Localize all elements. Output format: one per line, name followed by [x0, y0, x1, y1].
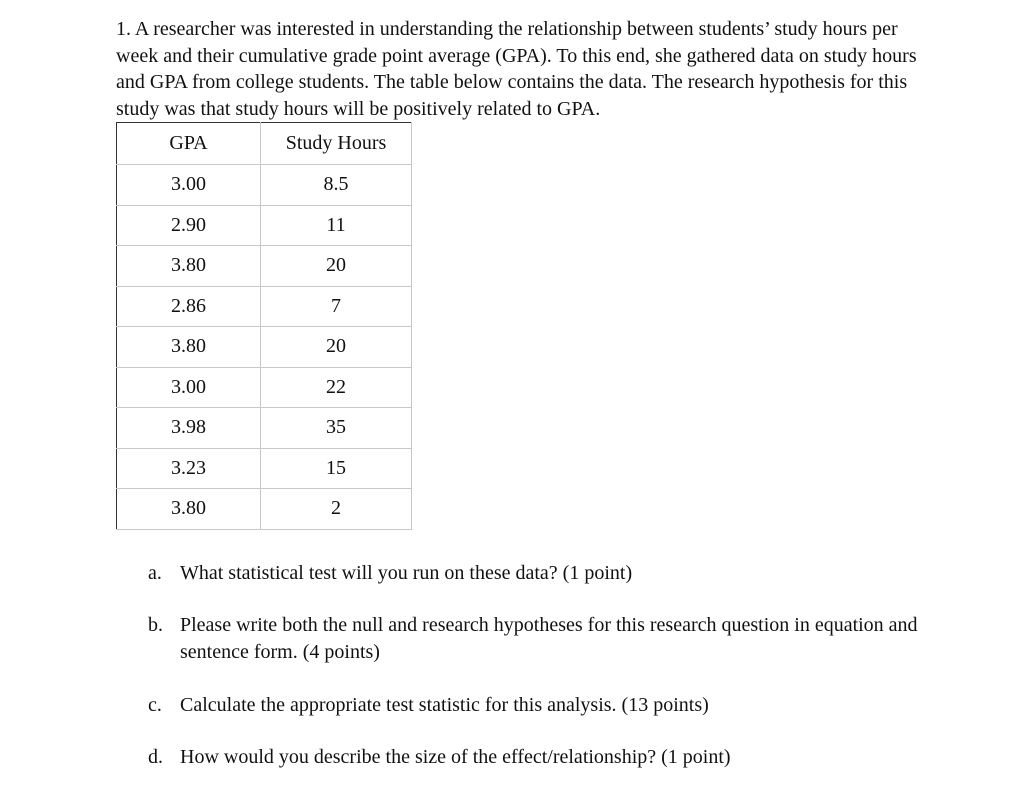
data-table-container [116, 122, 412, 530]
table-row [117, 489, 412, 530]
gpa-cell: 3.23 [117, 448, 261, 489]
study-hours-cell: 15 [261, 448, 412, 489]
part-letter: d. [148, 746, 163, 768]
study-hours-cell: 35 [261, 408, 412, 449]
part-letter: a. [148, 562, 162, 584]
question-text: 1. A researcher was interested in understanding the relationship between students’ study hours per week and their cumulative grade point average (GPA). To this end, she gathered data on study hours and GPA from college students. The table below contains the data. The research hypothesis for this study was that study hours will be positively related to GPA. [116, 18, 917, 120]
gpa-cell: 3.00 [117, 367, 261, 408]
study-hours-cell: 7 [261, 286, 412, 327]
gpa-cell: 2.86 [117, 286, 261, 327]
header-gpa: GPA [117, 123, 261, 165]
part-letter: b. [148, 614, 163, 636]
part-c [148, 692, 709, 719]
gpa-cell: 3.98 [117, 408, 261, 449]
part-a [148, 560, 632, 587]
study-hours-cell: 2 [261, 489, 412, 530]
part-text: What statistical test will you run on these data? (1 point) [180, 562, 633, 584]
data-table [116, 122, 412, 530]
table-row [117, 448, 412, 489]
study-hours-cell: 20 [261, 327, 412, 368]
table-row [117, 165, 412, 206]
gpa-cell: 3.80 [117, 327, 261, 368]
gpa-cell: 3.80 [117, 489, 261, 530]
part-text: How would you describe the size of the effect/relationship? (1 point) [180, 746, 731, 768]
part-text: Calculate the appropriate test statistic for this analysis. (13 points) [180, 694, 709, 716]
gpa-cell: 3.80 [117, 246, 261, 287]
study-hours-cell: 22 [261, 367, 412, 408]
table-row [117, 286, 412, 327]
part-b [148, 612, 948, 665]
table-header-row [117, 123, 412, 165]
gpa-cell: 2.90 [117, 205, 261, 246]
part-text: Please write both the null and research hypotheses for this research question in equation and sentence form. (4 points) [180, 614, 918, 663]
study-hours-cell: 8.5 [261, 165, 412, 206]
part-d [148, 744, 731, 771]
part-letter: c. [148, 694, 162, 716]
table-row [117, 408, 412, 449]
header-study-hours: Study Hours [261, 123, 412, 165]
study-hours-cell: 11 [261, 205, 412, 246]
table-row [117, 246, 412, 287]
table-row [117, 205, 412, 246]
study-hours-cell: 20 [261, 246, 412, 287]
table-row [117, 367, 412, 408]
gpa-cell: 3.00 [117, 165, 261, 206]
table-row [117, 327, 412, 368]
